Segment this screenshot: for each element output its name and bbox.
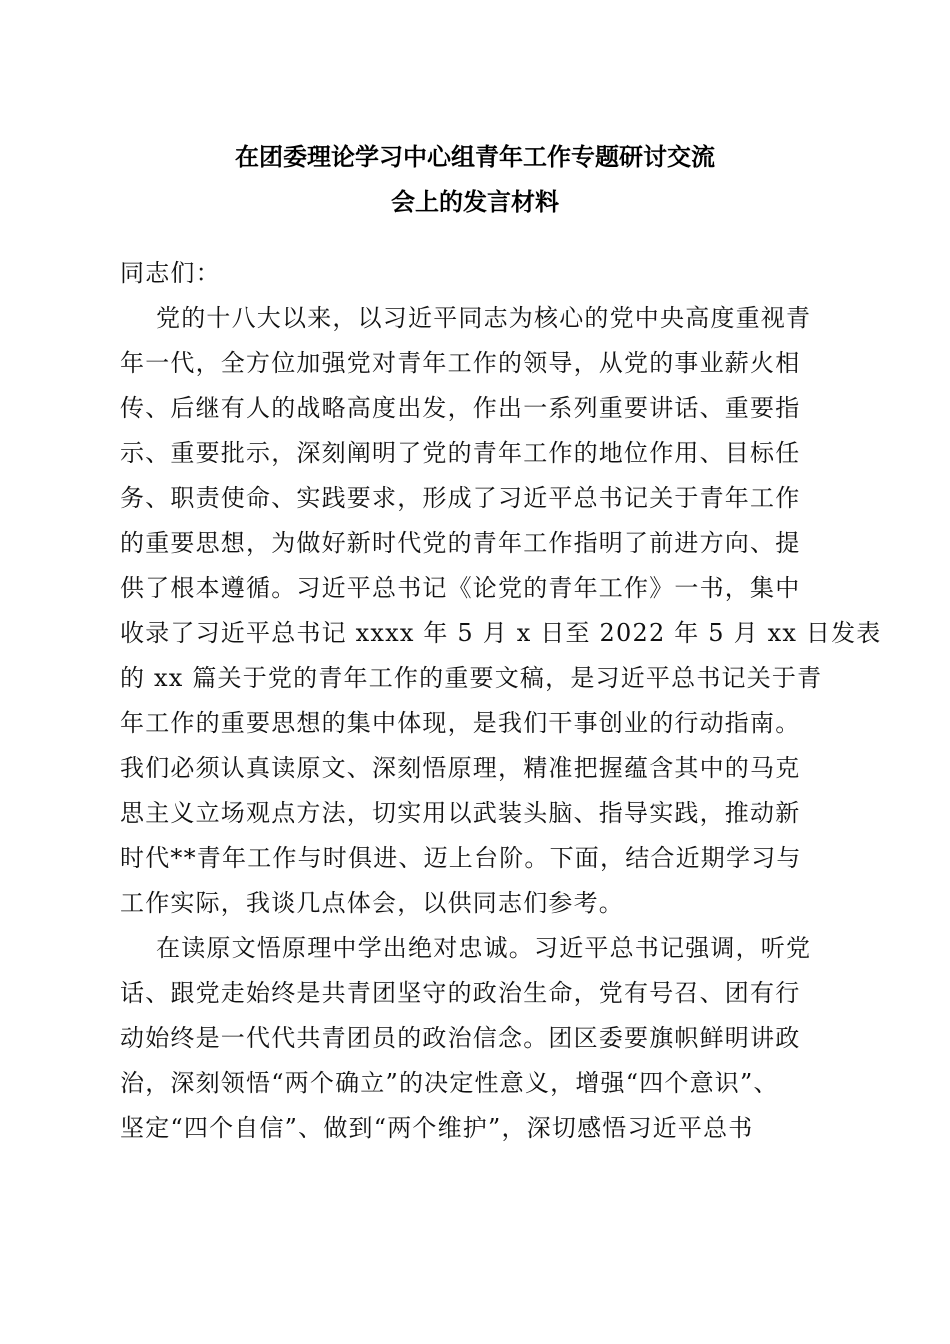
paragraph-line: 示、重要批示，深刻阐明了党的青年工作的地位作用、目标任 (120, 439, 801, 467)
paragraph-line: 我们必须认真读原文、深刻悟原理，精准把握蕴含其中的马克 (120, 754, 801, 782)
paragraph-1 (120, 296, 882, 926)
paragraph-line: 的重要思想，为做好新时代党的青年工作指明了前进方向、提 (120, 529, 801, 557)
document-body (120, 251, 882, 1151)
title-line: 在团委理论学习中心组青年工作专题研讨交流 (235, 142, 715, 171)
paragraph-line: 治，深刻领悟“两个确立”的决定性意义，增强“四个意识”、 (120, 1069, 779, 1097)
title-line: 会上的发言材料 (391, 187, 559, 216)
paragraph-line: 年一代，全方位加强党对青年工作的领导，从党的事业薪火相 (120, 349, 801, 377)
paragraph-line: 年工作的重要思想的集中体现，是我们干事创业的行动指南。 (120, 709, 801, 737)
paragraph-line: 传、后继有人的战略高度出发，作出一系列重要讲话、重要指 (120, 394, 801, 422)
paragraph-line: 在读原文悟原理中学出绝对忠诚。习近平总书记强调，听党 (156, 934, 812, 962)
paragraph-line: 务、职责使命、实践要求，形成了习近平总书记关于青年工作 (120, 484, 801, 512)
paragraph-line: 党的十八大以来，以习近平同志为核心的党中央高度重视青 (156, 304, 812, 332)
paragraph-line: 工作实际，我谈几点体会，以供同志们参考。 (120, 889, 624, 917)
salutation: 同志们： (120, 259, 221, 287)
paragraph-line: 坚定“四个自信”、做到“两个维护”，深切感悟习近平总书 (120, 1114, 754, 1142)
paragraph-line: 收录了习近平总书记 xxxx 年 5 月 x 日至 2022 年 5 月 xx 日发表 (120, 619, 882, 647)
document-title (100, 134, 850, 224)
paragraph-line: 供了根本遵循。习近平总书记《论党的青年工作》一书，集中 (120, 574, 801, 602)
paragraph-line: 思主义立场观点方法，切实用以武装头脑、指导实践，推动新 (120, 799, 801, 827)
paragraph-line: 话、跟党走始终是共青团坚守的政治生命，党有号召、团有行 (120, 979, 801, 1007)
paragraph-line: 的 xx 篇关于党的青年工作的重要文稿，是习近平总书记关于青 (120, 664, 823, 692)
paragraph-line: 动始终是一代代共青团员的政治信念。团区委要旗帜鲜明讲政 (120, 1024, 801, 1052)
paragraph-2 (120, 926, 840, 1151)
paragraph-line: 时代**青年工作与时俱进、迈上台阶。下面，结合近期学习与 (120, 844, 802, 872)
